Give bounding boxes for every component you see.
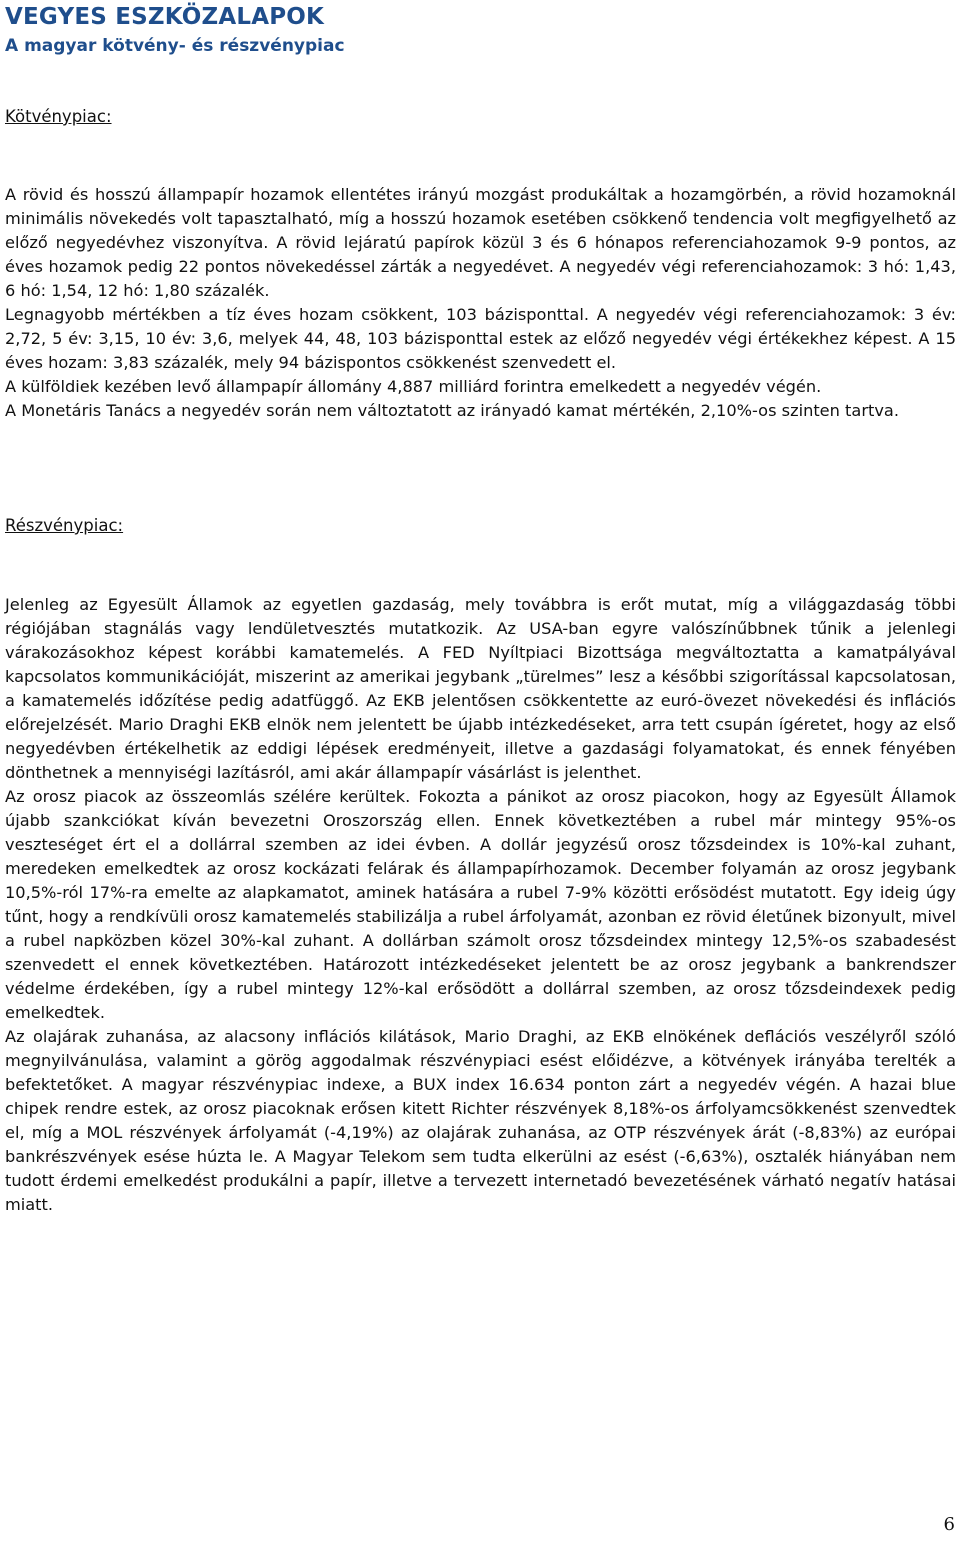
page-title: VEGYES ESZKÖZALAPOK [5, 4, 325, 30]
bond-market-section [5, 183, 956, 423]
bond-market-heading: Kötvénypiac: [5, 107, 112, 126]
bond-paragraph: A külföldiek kezében levő állampapír állomány 4,887 milliárd forintra emelkedett a negyedév végén. [5, 377, 822, 396]
stock-market-section [5, 593, 956, 1217]
bond-paragraph: Legnagyobb mértékben a tíz éves hozam csökkent, 103 bázisponttal. A negyedév végi referenciahozamok: 3 év: 2,72, 5 év: 3,15, 10 év: 3,6, melyek 44, 48, 103 bázisponttal estek az előző negyedév végi értékekhez képest. A 15 éves hozam: 3,83 százalék, mely 94 bázispontos csökkenést szenvedett el. [5, 305, 956, 372]
page-number: 6 [943, 1514, 955, 1535]
bond-paragraph: A rövid és hosszú állampapír hozamok ellentétes irányú mozgást produkáltak a hozamgörbén, a rövid hozamoknál minimális növekedés volt tapasztalható, míg a hosszú hozamok esetében csökkenő tendencia volt megfigyelhető az előző negyedévhez viszonyítva. A rövid lejáratú papírok közül 3 és 6 hónapos referenciahozamok 9-9 pontos, az éves hozamok pedig 22 pontos növekedéssel zárták a negyedévet. A negyedév végi referenciahozamok: 3 hó: 1,43, 6 hó: 1,54, 12 hó: 1,80 százalék. [5, 185, 956, 300]
bond-paragraph: A Monetáris Tanács a negyedév során nem változtatott az irányadó kamat mértékén, 2,10%-os szinten tartva. [5, 401, 899, 420]
stock-paragraph: Jelenleg az Egyesült Államok az egyetlen gazdaság, mely továbbra is erőt mutat, míg a világgazdaság többi régiójában stagnálás vagy lendületvesztés mutatkozik. Az USA-ban egyre valószínűbbnek tűnik a jelenlegi várakozásokhoz képest korábbi kamatemelés. A FED Nyíltpiaci Bizottsága megváltoztatta a kamatpályával kapcsolatos kommunikációját, miszerint az amerikai jegybank „türelmes” lesz a későbbi szigorítással kapcsolatosan, a kamatemelés időzítése pedig adatfüggő. Az EKB jelentősen csökkentette az euró-övezet növekedési és inflációs előrejelzését. Mario Draghi EKB elnök nem jelentett be újabb intézkedéseket, arra tett csupán ígéretet, hogy az első negyedévben értékelhetik az eddigi lépések eredményeit, illetve a gazdasági folyamatokat, és ennek fényében dönthetnek a mennyiségi lazításról, ami akár állampapír vásárlást is jelenthet. [5, 595, 956, 782]
stock-paragraph: Az olajárak zuhanása, az alacsony inflációs kilátások, Mario Draghi, az EKB elnökének deflációs veszélyről szóló megnyilvánulása, valamint a görög aggodalmak részvénypiaci esést előidézve, a kötvények irányába terelték a befektetőket. A magyar részvénypiac indexe, a BUX index 16.634 ponton zárt a negyedév végén. A hazai blue chipek rendre estek, az orosz piacoknak erősen kitett Richter részvények 8,18%-os árfolyamcsökkenést szenvedtek el, míg a MOL részvények árfolyamát (-4,19%) az olajárak zuhanása, az OTP részvények árát (-8,83%) az európai bankrészvények esése húzta le. A Magyar Telekom sem tudta elkerülni az esést (-6,63%), osztalék hiányában nem tudott érdemi emelkedést produkálni a papír, illetve a tervezett internetadó bevezetésének várható negatív hatásai miatt. [5, 1027, 956, 1214]
stock-paragraph: Az orosz piacok az összeomlás szélére kerültek. Fokozta a pánikot az orosz piacokon, hogy az Egyesült Államok újabb szankciókat kíván bevezetni Oroszország ellen. Ennek következtében a rubel már mintegy 95%-os veszteséget ért el a dollárral szemben az idei évben. A dollár jegyzésű orosz tőzsdeindex is 10%-kal zuhant, meredeken emelkedtek az orosz kockázati felárak és állampapírhozamok. December folyamán az orosz jegybank 10,5%-ról 17%-ra emelte az alapkamatot, aminek hatására a rubel 7-9% közötti erősödést mutatott. Egy ideig úgy tűnt, hogy a rendkívüli orosz kamatemelés stabilizálja a rubel árfolyamát, azonban ez rövid életűnek bizonyult, mivel a rubel napközben közel 30%-kal zuhant. A dollárban számolt orosz tőzsdeindex mintegy 12,5%-os szabadesést szenvedett el ennek következtében. Határozott intézkedéseket jelentett be az orosz jegybank a bankrendszer védelme érdekében, így a rubel mintegy 12%-kal erősödött a dollárral szemben, az orosz tőzsdeindexek pedig emelkedtek. [5, 787, 956, 1022]
page-subtitle: A magyar kötvény- és részvénypiac [5, 36, 345, 56]
stock-market-heading: Részvénypiac: [5, 516, 124, 535]
